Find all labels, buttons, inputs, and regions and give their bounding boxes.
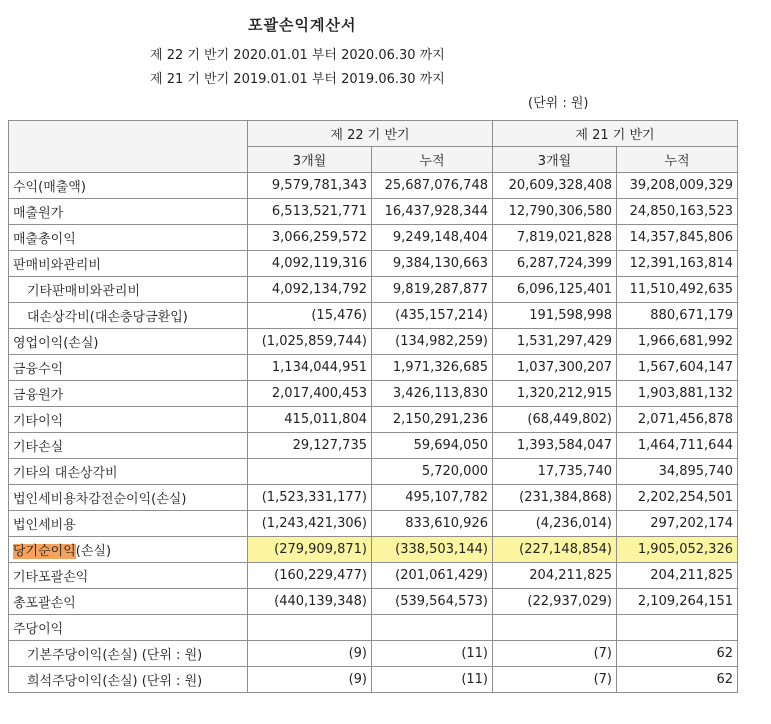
value-cell-prior-cumulative: 204,211,825: [617, 563, 738, 589]
period-current: 제 22 기 반기 2020.01.01 부터 2020.06.30 까지: [150, 48, 445, 63]
value-cell-current-cumulative: (201,061,429): [372, 563, 493, 589]
value-cell-current-cumulative: (134,982,259): [372, 329, 493, 355]
period-prior: 제 21 기 반기 2019.01.01 부터 2019.06.30 까지: [150, 72, 445, 87]
value-cell-prior-3months: 1,531,297,429: [493, 329, 617, 355]
unit-label: (단위 : 원): [528, 96, 589, 111]
value-cell-prior-cumulative: 14,357,845,806: [617, 225, 738, 251]
header-period-prior: 제 21 기 반기: [493, 121, 738, 147]
value-cell-current-3months: (15,476): [248, 303, 372, 329]
row-label-text: 금융원가: [13, 388, 64, 403]
value-cell-prior-3months: 1,320,212,915: [493, 381, 617, 407]
value-cell-current-3months: (160,229,477): [248, 563, 372, 589]
value-cell-prior-3months: 204,211,825: [493, 563, 617, 589]
row-label: [9, 381, 248, 407]
table-row: [9, 459, 738, 485]
row-label: [9, 329, 248, 355]
value-cell-prior-cumulative: 880,671,179: [617, 303, 738, 329]
value-cell-current-3months: 9,579,781,343: [248, 173, 372, 199]
row-label-text: 대손상각비(대손충당금환입): [27, 310, 188, 325]
table-row: [9, 381, 738, 407]
value-cell-prior-cumulative: 11,510,492,635: [617, 277, 738, 303]
value-cell-prior-cumulative: 34,895,740: [617, 459, 738, 485]
header-prior-3months: 3개월: [493, 147, 617, 173]
row-label: [9, 537, 248, 563]
table-row: [9, 641, 738, 667]
value-cell-current-3months: [248, 459, 372, 485]
value-cell-current-cumulative: 495,107,782: [372, 485, 493, 511]
value-cell-current-3months: (1,523,331,177): [248, 485, 372, 511]
row-label: [9, 225, 248, 251]
value-cell-prior-cumulative: 1,905,052,326: [617, 537, 738, 563]
value-cell-prior-cumulative: 1,567,604,147: [617, 355, 738, 381]
row-label-text: 매출총이익: [13, 232, 76, 247]
value-cell-prior-3months: 6,096,125,401: [493, 277, 617, 303]
row-label: [9, 407, 248, 433]
table-row: [9, 277, 738, 303]
value-cell-current-3months: 2,017,400,453: [248, 381, 372, 407]
table-row: [9, 303, 738, 329]
table-row: [9, 173, 738, 199]
value-cell-prior-cumulative: 1,464,711,644: [617, 433, 738, 459]
row-label-text: 판매비와관리비: [13, 258, 101, 273]
value-cell-current-3months: (1,025,859,744): [248, 329, 372, 355]
value-cell-current-cumulative: (11): [372, 641, 493, 667]
row-label: [9, 199, 248, 225]
row-label-text: 매출원가: [13, 206, 64, 221]
table-row: [9, 511, 738, 537]
row-label-text: 기본주당이익(손실) (단위 : 원): [27, 648, 203, 663]
value-cell-current-3months: 1,134,044,951: [248, 355, 372, 381]
value-cell-current-cumulative: 833,610,926: [372, 511, 493, 537]
value-cell-current-3months: [248, 615, 372, 641]
table-row: [9, 251, 738, 277]
value-cell-prior-3months: 1,037,300,207: [493, 355, 617, 381]
value-cell-prior-cumulative: 2,109,264,151: [617, 589, 738, 615]
value-cell-current-3months: 29,127,735: [248, 433, 372, 459]
row-label: [9, 303, 248, 329]
header-prior-cumulative: 누적: [617, 147, 738, 173]
row-label: [9, 433, 248, 459]
row-label: [9, 641, 248, 667]
table-row: [9, 407, 738, 433]
value-cell-current-cumulative: 16,437,928,344: [372, 199, 493, 225]
value-cell-current-cumulative: 9,819,287,877: [372, 277, 493, 303]
value-cell-current-3months: (9): [248, 641, 372, 667]
row-label-text: 희석주당이익(손실) (단위 : 원): [27, 674, 203, 689]
value-cell-current-3months: 6,513,521,771: [248, 199, 372, 225]
row-label: [9, 589, 248, 615]
value-cell-prior-3months: 7,819,021,828: [493, 225, 617, 251]
value-cell-prior-3months: (22,937,029): [493, 589, 617, 615]
header-current-3months: 3개월: [248, 147, 372, 173]
statement-title: 포괄손익계산서: [248, 16, 357, 34]
value-cell-current-cumulative: (539,564,573): [372, 589, 493, 615]
value-cell-current-3months: 4,092,119,316: [248, 251, 372, 277]
value-cell-current-cumulative: 59,694,050: [372, 433, 493, 459]
value-cell-current-cumulative: 25,687,076,748: [372, 173, 493, 199]
value-cell-current-3months: (440,139,348): [248, 589, 372, 615]
table-row: [9, 667, 738, 693]
value-cell-current-3months: (279,909,871): [248, 537, 372, 563]
row-label: [9, 251, 248, 277]
income-statement-table: [8, 120, 738, 693]
value-cell-prior-cumulative: 297,202,174: [617, 511, 738, 537]
row-label: [9, 459, 248, 485]
value-cell-prior-3months: (7): [493, 667, 617, 693]
row-label: [9, 277, 248, 303]
value-cell-current-cumulative: 1,971,326,685: [372, 355, 493, 381]
value-cell-prior-3months: (7): [493, 641, 617, 667]
value-cell-prior-3months: (231,384,868): [493, 485, 617, 511]
row-label-text: 수익(매출액): [13, 180, 86, 195]
table-row: [9, 355, 738, 381]
value-cell-prior-3months: (227,148,854): [493, 537, 617, 563]
row-label: [9, 615, 248, 641]
table-row: [9, 563, 738, 589]
row-label-text: 총포괄손익: [13, 596, 76, 611]
header-blank-cell: [9, 121, 248, 173]
row-label: [9, 485, 248, 511]
row-label-text: 주당이익: [13, 622, 64, 637]
value-cell-prior-3months: 17,735,740: [493, 459, 617, 485]
value-cell-prior-cumulative: 12,391,163,814: [617, 251, 738, 277]
value-cell-prior-3months: [493, 615, 617, 641]
table-row: [9, 433, 738, 459]
value-cell-current-cumulative: (338,503,144): [372, 537, 493, 563]
table-row: [9, 589, 738, 615]
value-cell-current-3months: 415,011,804: [248, 407, 372, 433]
row-label: [9, 511, 248, 537]
value-cell-current-cumulative: (11): [372, 667, 493, 693]
row-label-text: 기타손실: [13, 440, 64, 455]
row-label-text: 영업이익(손실): [13, 336, 99, 351]
header-period-current: 제 22 기 반기: [248, 121, 493, 147]
row-label-text: 기타판매비와관리비: [27, 284, 141, 299]
value-cell-current-cumulative: 2,150,291,236: [372, 407, 493, 433]
value-cell-current-cumulative: 3,426,113,830: [372, 381, 493, 407]
table-row: [9, 225, 738, 251]
value-cell-current-cumulative: 9,384,130,663: [372, 251, 493, 277]
header-row-periods: [9, 121, 738, 147]
row-label-text: 법인세비용차감전순이익(손실): [13, 492, 187, 507]
value-cell-prior-3months: 1,393,584,047: [493, 433, 617, 459]
value-cell-current-cumulative: 9,249,148,404: [372, 225, 493, 251]
row-label-text: 당기순이익: [13, 544, 76, 559]
row-label-text: 기타이익: [13, 414, 64, 429]
row-label: [9, 355, 248, 381]
value-cell-current-3months: (1,243,421,306): [248, 511, 372, 537]
value-cell-current-3months: 4,092,134,792: [248, 277, 372, 303]
value-cell-current-cumulative: (435,157,214): [372, 303, 493, 329]
value-cell-prior-cumulative: 2,071,456,878: [617, 407, 738, 433]
value-cell-prior-cumulative: 62: [617, 667, 738, 693]
value-cell-prior-3months: 191,598,998: [493, 303, 617, 329]
row-label-text: 법인세비용: [13, 518, 76, 533]
value-cell-prior-3months: (68,449,802): [493, 407, 617, 433]
value-cell-current-3months: 3,066,259,572: [248, 225, 372, 251]
row-label: [9, 173, 248, 199]
header-current-cumulative: 누적: [372, 147, 493, 173]
row-label-text: 기타의 대손상각비: [13, 466, 118, 481]
value-cell-prior-3months: 6,287,724,399: [493, 251, 617, 277]
value-cell-prior-cumulative: 39,208,009,329: [617, 173, 738, 199]
value-cell-prior-3months: (4,236,014): [493, 511, 617, 537]
table-row: [9, 329, 738, 355]
table-row: [9, 537, 738, 563]
table-body: [9, 173, 738, 693]
value-cell-prior-cumulative: [617, 615, 738, 641]
value-cell-current-cumulative: 5,720,000: [372, 459, 493, 485]
table-row: [9, 199, 738, 225]
value-cell-current-cumulative: [372, 615, 493, 641]
row-label: [9, 563, 248, 589]
value-cell-prior-cumulative: 62: [617, 641, 738, 667]
value-cell-current-3months: (9): [248, 667, 372, 693]
value-cell-prior-3months: 12,790,306,580: [493, 199, 617, 225]
table-row: [9, 615, 738, 641]
value-cell-prior-3months: 20,609,328,408: [493, 173, 617, 199]
value-cell-prior-cumulative: 1,903,881,132: [617, 381, 738, 407]
value-cell-prior-cumulative: 24,850,163,523: [617, 199, 738, 225]
row-label-text: 금융수익: [13, 362, 64, 377]
value-cell-prior-cumulative: 2,202,254,501: [617, 485, 738, 511]
table-row: [9, 485, 738, 511]
value-cell-prior-cumulative: 1,966,681,992: [617, 329, 738, 355]
row-label: [9, 667, 248, 693]
row-label-text: 기타포괄손익: [13, 570, 89, 585]
row-label-suffix: (손실): [75, 544, 112, 559]
